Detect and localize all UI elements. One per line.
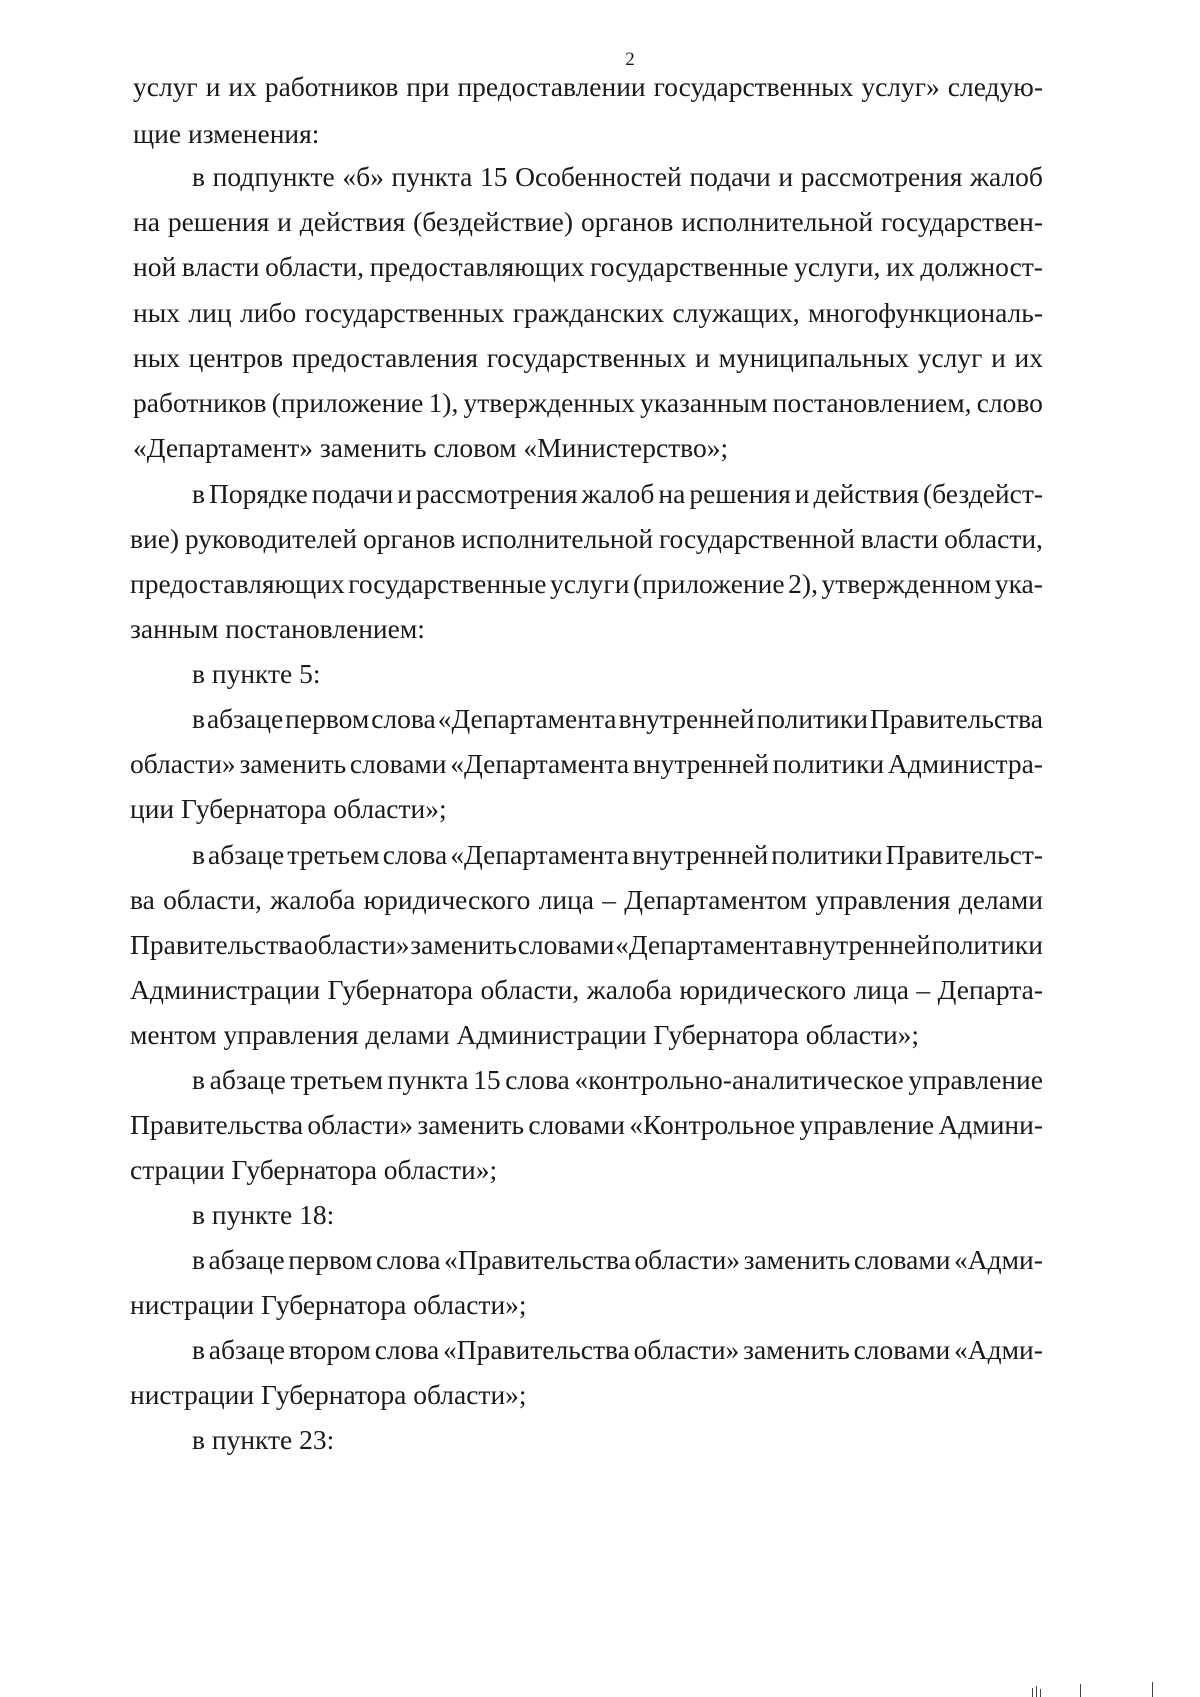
word: «Контрольное — [629, 1109, 796, 1140]
word: и — [695, 342, 710, 373]
word: Администра- — [887, 748, 1043, 779]
word: государственных — [304, 297, 505, 328]
word: государственных — [486, 342, 687, 373]
scan-mark — [1152, 1682, 1153, 1697]
word: их — [886, 251, 915, 282]
word: и — [277, 206, 292, 237]
word: предоставлении — [457, 71, 646, 102]
word: третьем — [290, 1064, 383, 1095]
word: словами — [517, 929, 615, 960]
text-line-15 — [192, 702, 1043, 736]
word: Правительства — [130, 929, 304, 960]
word: государственных — [653, 71, 854, 102]
word: Департа- — [937, 974, 1043, 1005]
word: в — [192, 1334, 205, 1365]
word: органов — [362, 523, 456, 554]
text-line-8 — [133, 386, 1043, 420]
word: третьем — [287, 839, 380, 870]
word: следую- — [947, 71, 1043, 102]
scan-mark — [1036, 1686, 1037, 1697]
word: внутренней — [632, 839, 769, 870]
word: заменить — [417, 1109, 525, 1140]
word: Порядке — [209, 478, 308, 509]
word: государственной — [658, 523, 855, 554]
word: и — [205, 71, 221, 102]
word: политики — [931, 929, 1043, 960]
word: абзаце — [208, 1334, 285, 1365]
scan-mark — [1040, 1689, 1041, 1697]
text-line-29 — [192, 1333, 1043, 1367]
word: Губернатора — [327, 974, 473, 1005]
word: (приложение — [632, 568, 785, 599]
text-line-30: нистрации Губернатора области»; — [130, 1379, 527, 1410]
word: (бездейст- — [923, 478, 1043, 509]
word: заменить — [743, 1244, 851, 1275]
word: решения — [167, 206, 270, 237]
word: слова — [382, 839, 448, 870]
word: юридического — [679, 974, 847, 1005]
word: жалоба — [270, 884, 356, 915]
word: области, — [944, 523, 1043, 554]
word: в — [192, 1244, 205, 1275]
word: лица — [538, 884, 594, 915]
word: слова — [375, 1244, 441, 1275]
word: – — [916, 974, 931, 1005]
text-line-31: в пункте 23: — [192, 1424, 335, 1455]
word: должност- — [920, 251, 1043, 282]
word: 1), — [428, 387, 459, 418]
word: служащих, — [672, 297, 800, 328]
word: предоставляющих — [369, 251, 585, 282]
word: услуги, — [794, 251, 881, 282]
word: в — [192, 1064, 205, 1095]
word: подачи — [311, 478, 394, 509]
word: юридического — [363, 884, 531, 915]
word: услуг — [133, 71, 198, 102]
word: внутренней — [618, 703, 755, 734]
word: области» — [633, 1334, 740, 1365]
word: заменить — [743, 1334, 850, 1365]
word: пункта — [391, 161, 473, 192]
text-line-11 — [130, 522, 1043, 556]
text-line-4 — [133, 205, 1043, 239]
word: заменить — [410, 929, 517, 960]
word: действия — [299, 206, 406, 237]
word: действия — [813, 478, 919, 509]
word: политики — [771, 839, 883, 870]
word: и — [778, 161, 794, 192]
word: жалоб — [970, 161, 1043, 192]
word: ных — [133, 342, 180, 373]
word: области» — [303, 929, 410, 960]
word: (приложение — [271, 387, 424, 418]
word: области, — [265, 251, 364, 282]
word: подачи — [689, 161, 771, 192]
word: на — [658, 478, 686, 509]
text-line-10 — [192, 477, 1043, 511]
word: органов — [580, 206, 674, 237]
word: услуг» — [861, 71, 940, 102]
text-line-21 — [130, 973, 1043, 1007]
word: «контрольно-аналитическое — [574, 1064, 904, 1095]
word: услуг — [917, 342, 983, 373]
word: области» — [307, 1109, 414, 1140]
text-line-9: «Департамент» заменить словом «Министерство»; — [133, 432, 729, 463]
word: словами — [853, 1244, 951, 1275]
word: «Правительства — [444, 1244, 631, 1275]
word: лица — [853, 974, 909, 1005]
word: исполнительной — [681, 206, 874, 237]
word: в — [192, 161, 205, 192]
word: 2), — [788, 568, 818, 599]
word: пункта — [387, 1064, 469, 1095]
word: – — [602, 884, 617, 915]
word: Правительства — [869, 703, 1043, 734]
word: управление — [908, 1064, 1043, 1095]
scan-mark — [1032, 1688, 1033, 1697]
word: указанным — [640, 387, 768, 418]
word: области» — [634, 1244, 741, 1275]
word: предоставления — [291, 342, 478, 373]
word: Особенностей — [515, 161, 682, 192]
text-line-23 — [192, 1063, 1043, 1097]
word: Правительства — [130, 1109, 304, 1140]
word: исполнительной — [461, 523, 654, 554]
text-line-27 — [192, 1243, 1043, 1277]
word: решения — [689, 478, 791, 509]
word: Департаментом — [624, 884, 808, 915]
word: гражданских — [512, 297, 665, 328]
word: ных — [133, 297, 180, 328]
word: ука- — [994, 568, 1043, 599]
word: словами — [528, 1109, 625, 1140]
word: при — [406, 71, 450, 102]
word: слово — [976, 387, 1043, 418]
word: словами — [853, 1334, 951, 1365]
text-line-28: нистрации Губернатора области»; — [130, 1289, 527, 1320]
word: в — [192, 703, 205, 734]
word: власти — [860, 523, 939, 554]
word: лиц — [188, 297, 232, 328]
word: управление — [799, 1109, 935, 1140]
word: «Департамента — [437, 703, 617, 734]
word: политики — [756, 703, 868, 734]
text-line-6 — [133, 296, 1043, 330]
word: рассмотрения — [415, 478, 578, 509]
text-line-14: в пункте 5: — [192, 658, 321, 689]
word: утвержденных — [463, 387, 635, 418]
text-line-5 — [133, 250, 1043, 284]
word: вие) — [130, 523, 180, 554]
word: Администрации — [130, 974, 321, 1005]
word: постановлением, — [772, 387, 972, 418]
word: работников — [133, 387, 267, 418]
text-line-12 — [130, 567, 1043, 601]
text-line-17: ции Губернатора области»; — [130, 793, 447, 824]
word: и — [794, 478, 810, 509]
word: заменить — [239, 748, 347, 779]
word: (бездействие) — [413, 206, 574, 237]
word: ной — [133, 251, 177, 282]
word: предоставляющих — [130, 568, 345, 599]
word: делами — [958, 884, 1043, 915]
word: либо — [240, 297, 297, 328]
text-line-3 — [192, 160, 1043, 194]
word: ва — [130, 884, 155, 915]
word: политики — [772, 748, 885, 779]
word: слова — [371, 703, 436, 734]
text-line-19 — [130, 883, 1043, 917]
word: втором — [288, 1334, 371, 1365]
text-line-18 — [192, 838, 1043, 872]
word: «Департамента — [615, 929, 794, 960]
text-line-26: в пункте 18: — [192, 1199, 335, 1230]
word: руководителей — [184, 523, 358, 554]
word: первом — [288, 1244, 373, 1275]
word: области, — [480, 974, 580, 1005]
text-line-16 — [130, 747, 1043, 781]
word: «Департамента — [450, 839, 630, 870]
text-line-13: занным постановлением: — [130, 613, 425, 644]
word: управления — [815, 884, 951, 915]
word: внутренней — [632, 748, 769, 779]
word: государственные — [348, 568, 547, 599]
scan-mark — [1080, 1684, 1081, 1697]
text-line-20 — [130, 928, 1043, 962]
word: «Департамента — [450, 748, 630, 779]
word: их — [1014, 342, 1043, 373]
word: области» — [130, 748, 236, 779]
word: абзаце — [209, 1064, 286, 1095]
word: внутренней — [794, 929, 931, 960]
text-line-22: ментом управления делами Администрации Губернатора области»; — [130, 1019, 920, 1050]
word: в — [192, 839, 205, 870]
word: жалоб — [581, 478, 655, 509]
word: Правительст- — [885, 839, 1043, 870]
word: работников — [264, 71, 399, 102]
word: «Адми- — [954, 1334, 1043, 1365]
word: услуги — [550, 568, 630, 599]
word: рассмотрения — [800, 161, 963, 192]
text-line-1 — [133, 70, 1043, 104]
page-number: 2 — [625, 49, 635, 70]
word: жалоба — [586, 974, 672, 1005]
word: и — [397, 478, 412, 509]
word: «б» — [342, 161, 384, 192]
word: муниципальных — [718, 342, 909, 373]
word: первом — [285, 703, 370, 734]
word: слова — [374, 1334, 440, 1365]
word: словами — [349, 748, 447, 779]
word: слова — [505, 1064, 570, 1095]
word: «Адми- — [954, 1244, 1043, 1275]
text-line-25: страции Губернатора области»; — [130, 1154, 498, 1185]
word: государственные — [590, 251, 789, 282]
word: 15 — [479, 161, 508, 192]
text-line-2: щие изменения: — [133, 118, 320, 149]
word: и — [991, 342, 1006, 373]
word: 15 — [473, 1064, 501, 1095]
word: подпункте — [212, 161, 335, 192]
word: многофункциональ- — [808, 297, 1043, 328]
word: абзаце — [208, 1244, 285, 1275]
word: абзаце — [206, 703, 284, 734]
word: на — [133, 206, 160, 237]
word: в — [192, 478, 205, 509]
word: утвержденном — [821, 568, 992, 599]
text-line-24 — [130, 1108, 1043, 1142]
word: Админи- — [938, 1109, 1043, 1140]
text-line-7 — [133, 341, 1043, 375]
word: «Правительства — [443, 1334, 630, 1365]
word: власти — [181, 251, 260, 282]
word: центров — [188, 342, 284, 373]
word: их — [228, 71, 257, 102]
word: государствен- — [881, 206, 1043, 237]
word: области, — [163, 884, 262, 915]
word: абзаце — [208, 839, 285, 870]
